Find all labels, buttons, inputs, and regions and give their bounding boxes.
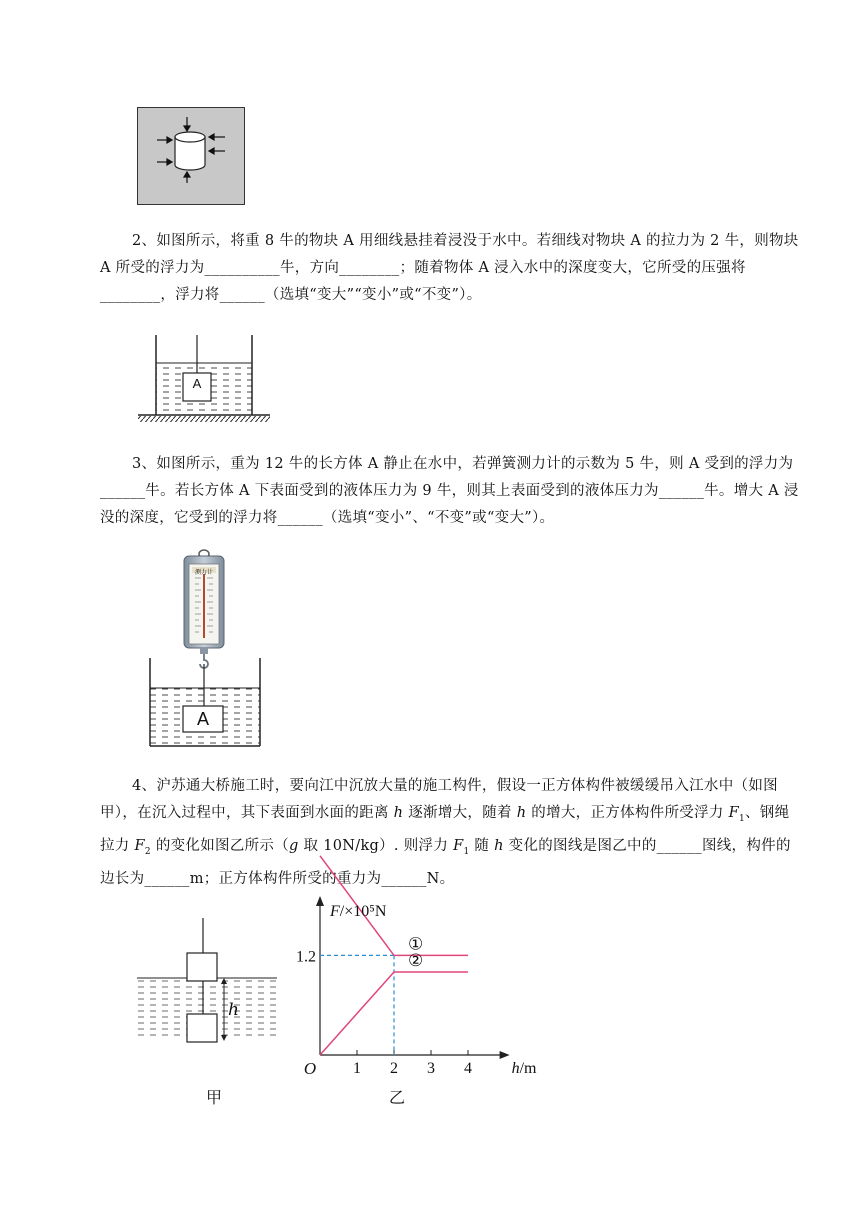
x-axis-label: h/m bbox=[511, 1060, 537, 1077]
figure-yi-chart bbox=[280, 890, 537, 1085]
figure-jia-h-label: h bbox=[228, 1000, 239, 1020]
x-axis-arrow bbox=[500, 1051, 510, 1059]
x-tick-label: 2 bbox=[390, 1060, 398, 1077]
figure-jia bbox=[137, 918, 277, 1040]
figure-yi-label: 乙 bbox=[389, 1088, 406, 1107]
spring-scale-label: 测力计 bbox=[194, 569, 213, 576]
x-tick-label: 4 bbox=[464, 1060, 472, 1077]
question-2-block-label: A bbox=[192, 376, 202, 391]
y-axis-label: F/×10⁵N bbox=[330, 903, 387, 920]
cylinder-pressure-figure bbox=[137, 107, 245, 205]
series-label-1: ① bbox=[408, 934, 424, 954]
series-label-2: ② bbox=[408, 951, 424, 970]
x-tick-label: 3 bbox=[427, 1060, 435, 1077]
question-2-text: 2、如图所示，将重 8 牛的物块 A 用细线悬挂着浸没于水中。若细线对物块 A 的拉力为 2 牛，则物块 A 所受的浮力为__________牛，方向________；随着物体 A 浸入水中的深度变大，它所受的压强将________，浮力将______（选填“变大”“变小”或“不变”）。 bbox=[100, 233, 799, 303]
question-3-text: 3、如图所示，重为 12 牛的长方体 A 静止在水中，若弹簧测力计的示数为 5 牛，则 A 受到的浮力为______牛。若长方体 A 下表面受到的液体压力为 9 牛，则其上表面受到的液体压力为______牛。增大 A 浸没的深度，它受到的浮力将______（选填“变小”、“不变”或“变大”）。 bbox=[100, 456, 799, 526]
question-4-text: 4、沪苏通大桥施工时，要向江中沉放大量的施工构件，假设一正方体构件被缓缓吊入江水中（如图甲），在沉入过程中，其下表面到水面的距离 h 逐渐增大，随着 h 的增大，正方体构件所受浮力 $F_1$、钢绳拉力 $F_2$ 的变化如图乙所示（g 取 10N/kg）. 则浮力 $F_1$ 随 h 变化的图线是图乙中的______图线，构件的边长为______m；正方体构件所受的重力为______N。 bbox=[100, 778, 791, 887]
y-tick-label: 1.2 bbox=[296, 948, 316, 966]
question-3-block-label: A bbox=[196, 709, 209, 729]
origin-label: O bbox=[303, 1059, 317, 1078]
x-tick-label: 1 bbox=[353, 1060, 361, 1077]
y-axis-arrow bbox=[316, 896, 324, 906]
cylinder-icon bbox=[175, 132, 205, 170]
figure-jia-label: 甲 bbox=[206, 1088, 223, 1107]
